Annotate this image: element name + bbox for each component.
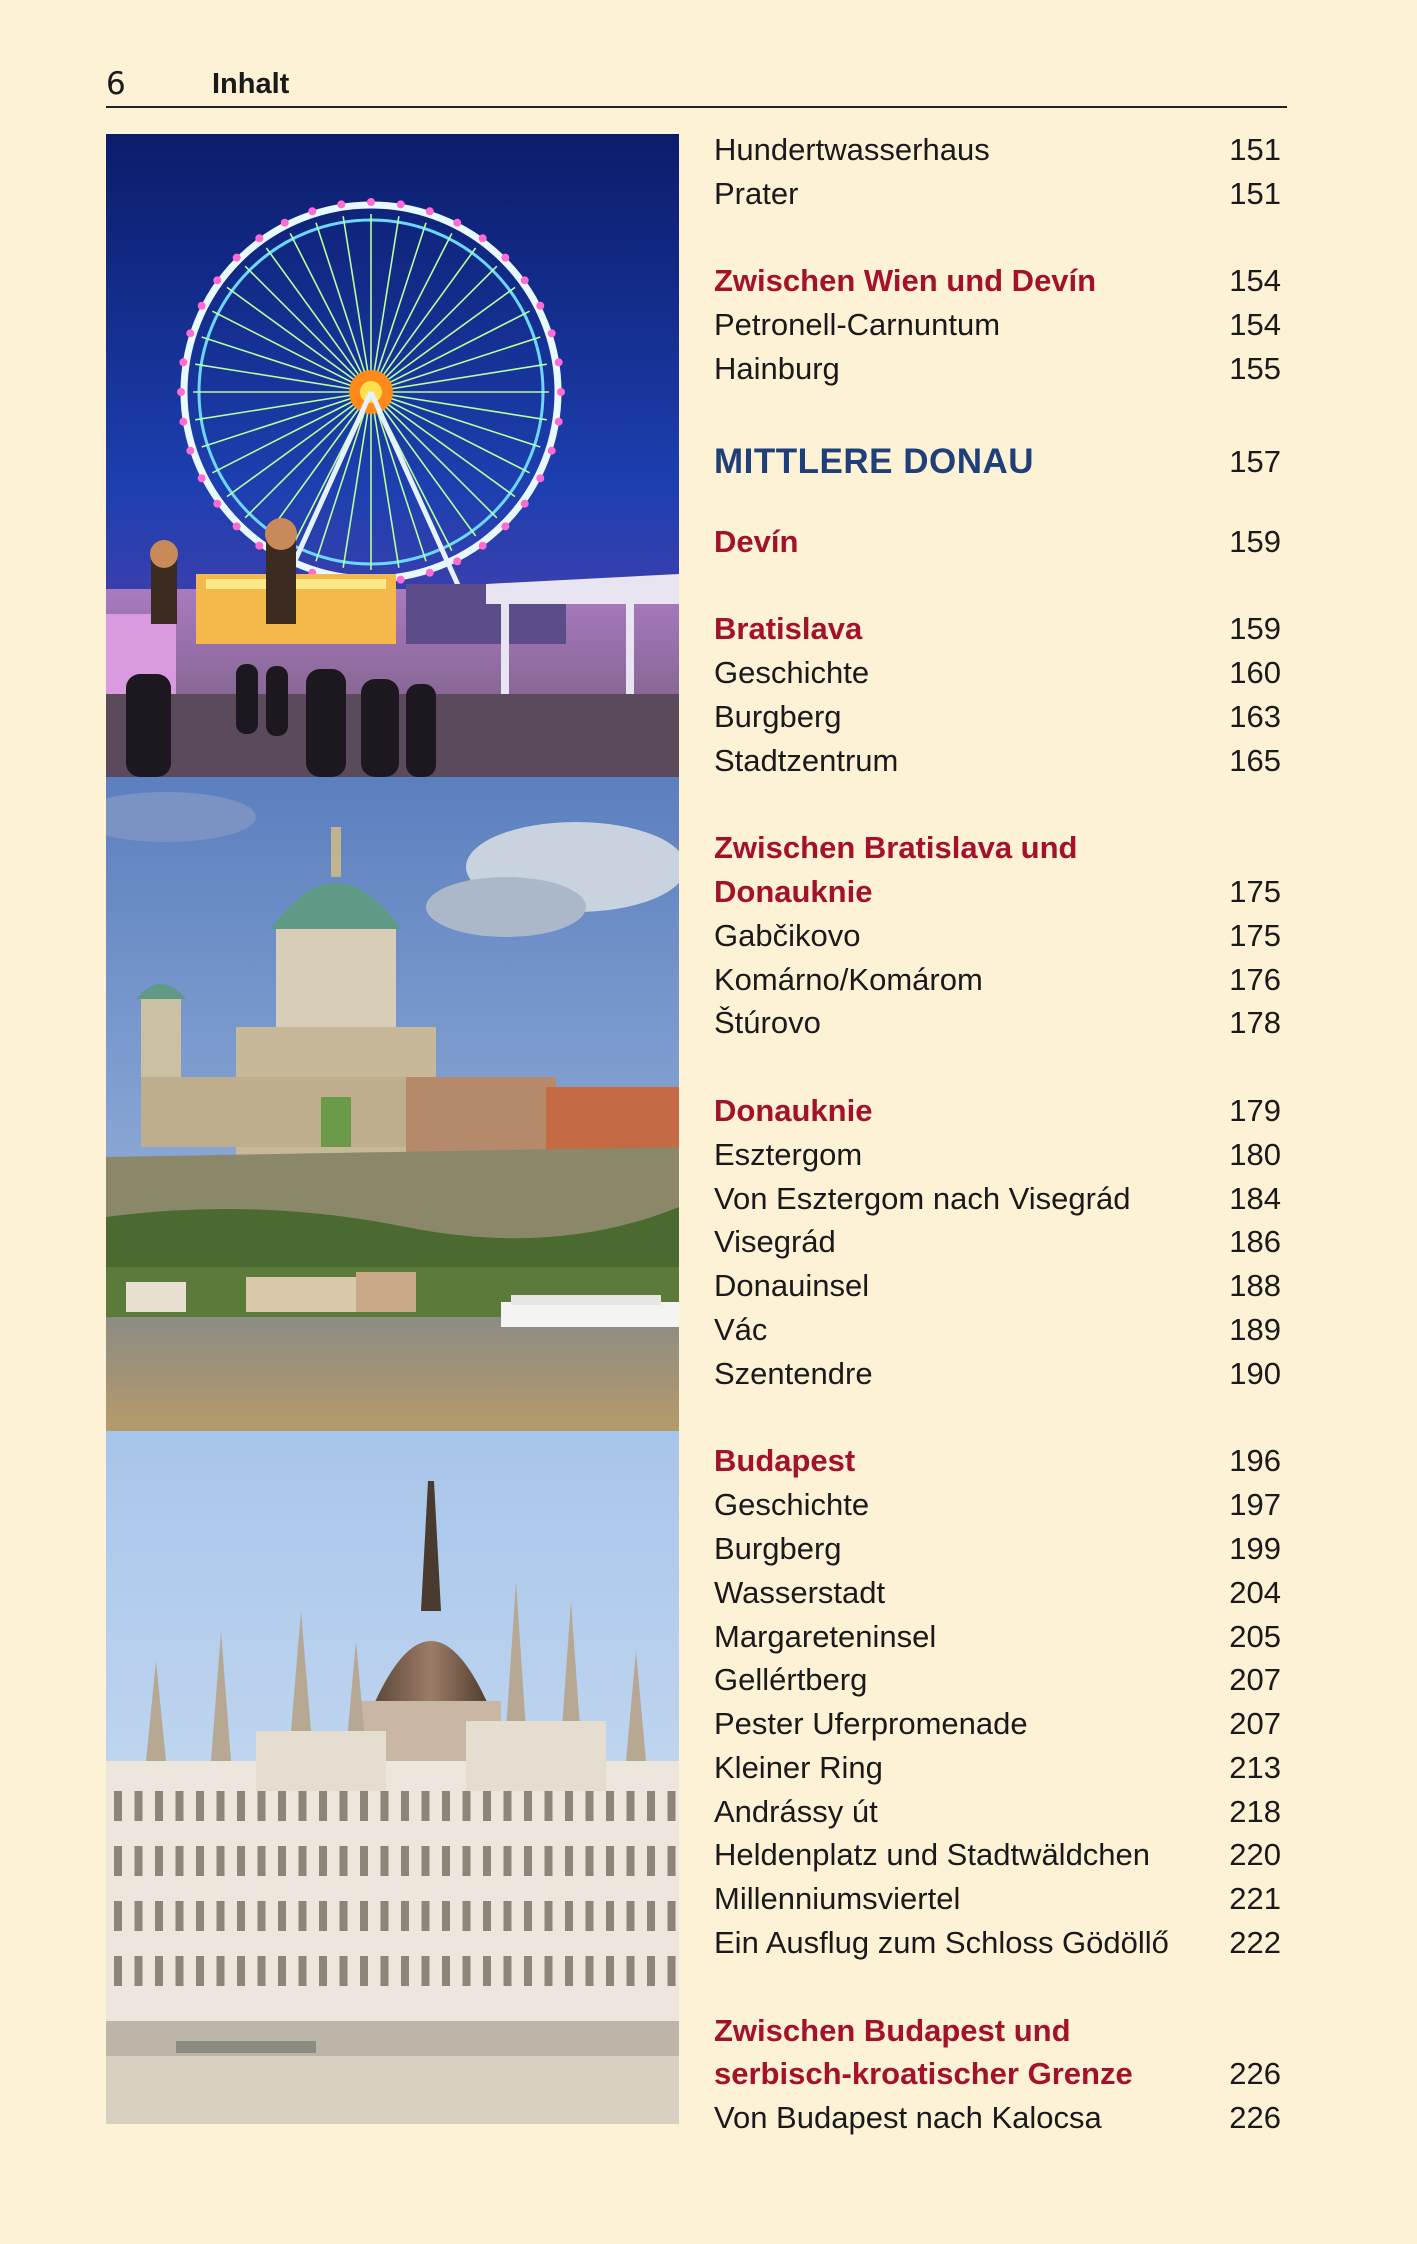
toc-section-heading[interactable] <box>714 870 1281 914</box>
toc-page-number: 175 <box>1229 873 1281 909</box>
toc-title: Esztergom <box>714 1136 863 1172</box>
toc-page-number: 160 <box>1229 654 1281 690</box>
toc-page-number: 221 <box>1229 1881 1281 1917</box>
toc-page-number: 199 <box>1229 1530 1281 1566</box>
toc-title: Millenniumsviertel <box>714 1881 961 1917</box>
toc-spacer <box>714 563 1281 607</box>
basilica-photo <box>106 777 679 1431</box>
toc-title: serbisch-kroatischer Grenze <box>714 2056 1133 2092</box>
toc-entry[interactable] <box>714 1615 1281 1659</box>
toc-title: Margareteninsel <box>714 1618 937 1654</box>
toc-entry[interactable] <box>714 1877 1281 1921</box>
toc-page-number: 154 <box>1229 263 1281 299</box>
running-head: Inhalt <box>212 68 290 100</box>
toc-page-number: 207 <box>1229 1706 1281 1742</box>
toc-page-number: 207 <box>1229 1662 1281 1698</box>
toc-spacer <box>714 484 1281 520</box>
toc-title: Hundertwasserhaus <box>714 132 990 167</box>
toc-page-number: 188 <box>1229 1268 1281 1304</box>
toc-page-number: 178 <box>1229 1005 1281 1041</box>
toc-entry[interactable] <box>714 958 1281 1002</box>
toc-section-heading[interactable] <box>714 520 1281 564</box>
toc-entry[interactable] <box>714 2096 1281 2140</box>
toc-entry[interactable] <box>714 1658 1281 1702</box>
toc-title: Petronell-Carnuntum <box>714 307 1001 343</box>
toc-entry[interactable] <box>714 1133 1281 1177</box>
toc-entry[interactable] <box>714 1833 1281 1877</box>
toc-spacer <box>714 1965 1281 2009</box>
toc-entry[interactable] <box>714 347 1281 391</box>
toc-page-number: 184 <box>1229 1180 1281 1216</box>
toc-section-heading[interactable] <box>714 607 1281 651</box>
toc-page-number: 179 <box>1229 1092 1281 1128</box>
table-of-contents <box>714 128 1281 2140</box>
toc-section-heading[interactable] <box>714 826 1281 870</box>
toc-title: Geschichte <box>714 654 870 690</box>
toc-section-heading[interactable] <box>714 1439 1281 1483</box>
toc-entry[interactable] <box>714 914 1281 958</box>
toc-entry[interactable] <box>714 1483 1281 1527</box>
toc-section-heading[interactable] <box>714 2009 1281 2053</box>
toc-page-number: 186 <box>1229 1224 1281 1260</box>
toc-entry[interactable] <box>714 1527 1281 1571</box>
toc-page-number: 163 <box>1229 698 1281 734</box>
toc-title: Szentendre <box>714 1355 873 1391</box>
toc-entry[interactable] <box>714 651 1281 695</box>
toc-title: Zwischen Bratislava und <box>714 830 1078 866</box>
toc-page-number: 159 <box>1229 611 1281 647</box>
toc-title: Stadtzentrum <box>714 742 899 778</box>
toc-page-number: 222 <box>1229 1925 1281 1961</box>
toc-title: Pester Uferpromenade <box>714 1706 1028 1742</box>
toc-page-number: 154 <box>1229 307 1281 343</box>
toc-title: Visegrád <box>714 1224 836 1260</box>
toc-title: Andrássy út <box>714 1793 878 1829</box>
toc-title: MITTLERE DONAU <box>714 441 1035 481</box>
toc-entry[interactable] <box>714 128 1281 172</box>
toc-entry[interactable] <box>714 172 1281 216</box>
toc-page-number: 189 <box>1229 1311 1281 1347</box>
toc-title: Von Esztergom nach Visegrád <box>714 1180 1131 1216</box>
toc-title: Von Budapest nach Kalocsa <box>714 2100 1102 2136</box>
toc-spacer <box>714 782 1281 826</box>
ferris-wheel-photo <box>106 134 679 777</box>
toc-page-number: 197 <box>1229 1487 1281 1523</box>
toc-page-number: 151 <box>1229 175 1281 211</box>
toc-page-number: 213 <box>1229 1749 1281 1785</box>
toc-title: Kleiner Ring <box>714 1749 883 1785</box>
toc-page-number: 165 <box>1229 742 1281 778</box>
toc-page-number: 204 <box>1229 1574 1281 1610</box>
toc-title: Geschichte <box>714 1487 870 1523</box>
toc-title: Zwischen Wien und Devín <box>714 263 1097 299</box>
toc-page-number: 151 <box>1229 132 1281 167</box>
toc-page-number: 226 <box>1229 2056 1281 2092</box>
photo-column <box>106 134 679 2124</box>
toc-entry[interactable] <box>714 1001 1281 1045</box>
toc-entry[interactable] <box>714 1702 1281 1746</box>
toc-entry[interactable] <box>714 1571 1281 1615</box>
toc-title: Štúrovo <box>714 1005 821 1041</box>
toc-title: Gabčikovo <box>714 917 861 953</box>
toc-spacer <box>714 1045 1281 1089</box>
toc-title: Ein Ausflug zum Schloss Gödöllő <box>714 1925 1169 1961</box>
toc-entry[interactable] <box>714 1308 1281 1352</box>
page-number: 6 <box>106 66 126 102</box>
toc-title: Vác <box>714 1311 768 1347</box>
toc-page-number: 176 <box>1229 961 1281 997</box>
toc-entry[interactable] <box>714 1790 1281 1834</box>
toc-title: Donauknie <box>714 1092 873 1128</box>
toc-page-number: 155 <box>1229 350 1281 386</box>
toc-page-number: 218 <box>1229 1793 1281 1829</box>
toc-title: Komárno/Komárom <box>714 961 983 997</box>
toc-title: Burgberg <box>714 1530 842 1566</box>
toc-title: Devín <box>714 523 799 559</box>
toc-page-number: 180 <box>1229 1136 1281 1172</box>
toc-entry[interactable] <box>714 1746 1281 1790</box>
toc-entry[interactable] <box>714 303 1281 347</box>
toc-section-heading[interactable] <box>714 2052 1281 2096</box>
page-header <box>106 62 1287 108</box>
toc-title: Bratislava <box>714 611 863 647</box>
toc-title: Hainburg <box>714 350 840 386</box>
toc-page-number: 205 <box>1229 1618 1281 1654</box>
toc-page-number: 226 <box>1229 2100 1281 2136</box>
toc-page-number: 159 <box>1229 523 1281 559</box>
toc-page-number: 190 <box>1229 1355 1281 1391</box>
toc-entry[interactable] <box>714 1921 1281 1965</box>
toc-entry[interactable] <box>714 695 1281 739</box>
toc-title: Donauinsel <box>714 1268 870 1304</box>
toc-title: Gellértberg <box>714 1662 868 1698</box>
toc-section-heading[interactable] <box>714 1089 1281 1133</box>
toc-entry[interactable] <box>714 1220 1281 1264</box>
toc-page-number: 175 <box>1229 917 1281 953</box>
toc-entry[interactable] <box>714 1177 1281 1221</box>
toc-title: Heldenplatz und Stadtwäldchen <box>714 1837 1151 1873</box>
toc-title: Budapest <box>714 1443 856 1479</box>
toc-title: Prater <box>714 175 799 211</box>
toc-title: Zwischen Budapest und <box>714 2012 1071 2048</box>
toc-part-heading[interactable] <box>714 440 1281 484</box>
toc-spacer <box>714 1396 1281 1440</box>
toc-spacer <box>714 391 1281 440</box>
toc-entry[interactable] <box>714 1352 1281 1396</box>
toc-title: Wasserstadt <box>714 1574 886 1610</box>
toc-entry[interactable] <box>714 1264 1281 1308</box>
toc-title: Donauknie <box>714 873 873 909</box>
toc-title: Burgberg <box>714 698 842 734</box>
toc-spacer <box>714 216 1281 260</box>
toc-entry[interactable] <box>714 739 1281 783</box>
toc-section-heading[interactable] <box>714 259 1281 303</box>
toc-page-number: 157 <box>1229 443 1281 479</box>
parliament-photo <box>106 1431 679 2124</box>
toc-page-number: 196 <box>1229 1443 1281 1479</box>
toc-page-number: 220 <box>1229 1837 1281 1873</box>
